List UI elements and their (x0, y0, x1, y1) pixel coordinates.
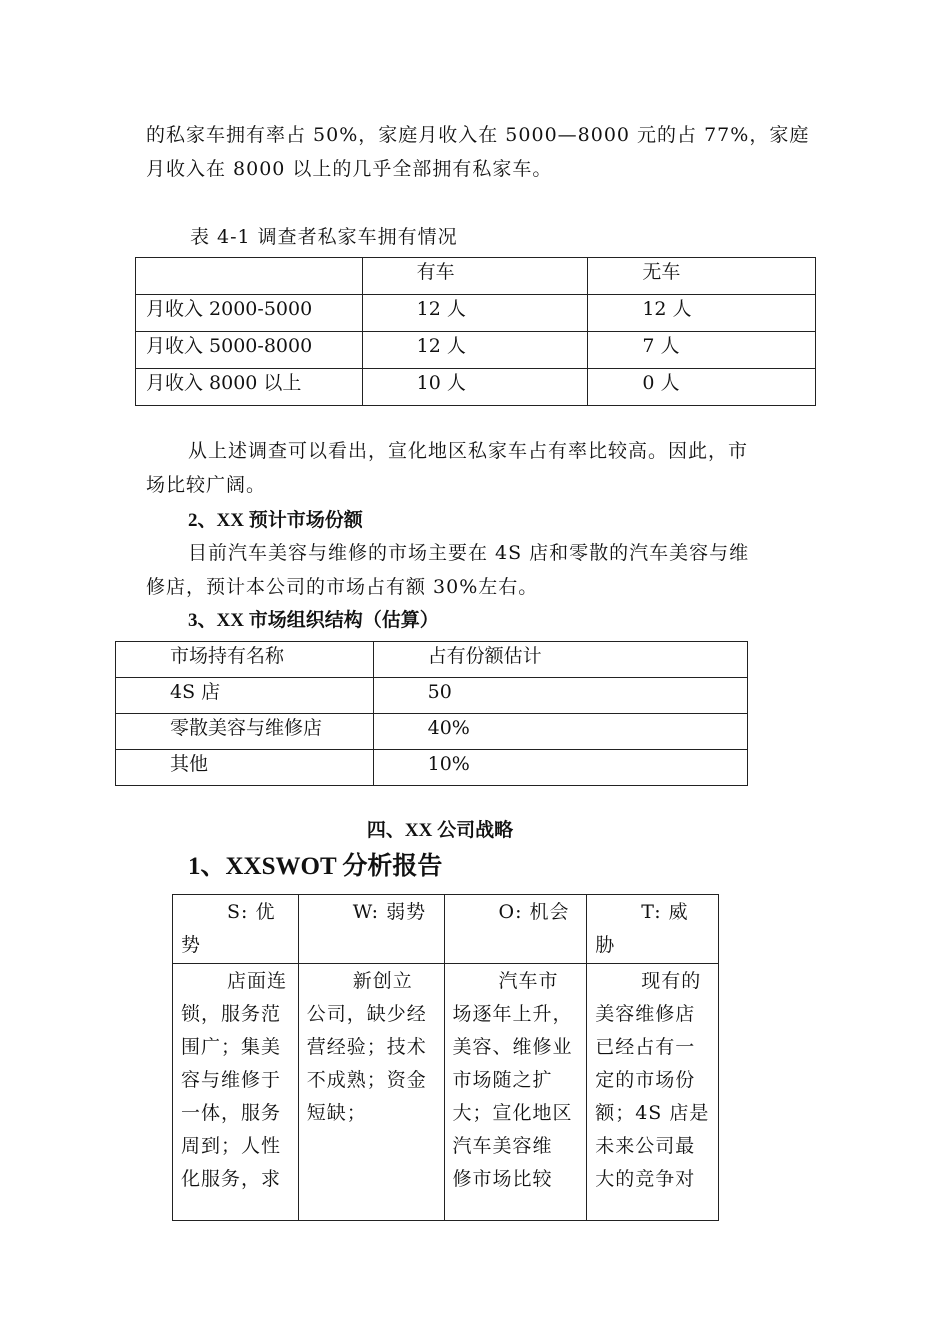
table2-cell: 其他 (116, 750, 374, 786)
table-row (116, 678, 748, 714)
table2-cell: 4S 店 (116, 678, 374, 714)
swot-header-strengths: S: 优 势 (173, 895, 299, 964)
swot-header-weaknesses: W: 弱势 (298, 895, 444, 964)
table-row (136, 295, 816, 332)
section2-line-1: 目前汽车美容与维修的市场主要在 4S 店和零散的汽车美容与维 (188, 542, 750, 564)
swot-header-threats: T: 威 胁 (587, 895, 719, 964)
section2-paragraph (146, 536, 810, 604)
swot-weaknesses-cell: 新创立 公司，缺少经 营经验；技术 不成熟；资金 短缺； (298, 964, 444, 1221)
table1-cell: 月收入 5000-8000 (136, 332, 363, 369)
market-structure-table (115, 641, 748, 786)
swot-header-opportunities: O: 机会 (444, 895, 587, 964)
swot-header-row (173, 895, 719, 964)
intro-line-1: 的私家车拥有率占 50%，家庭月收入在 5000—8000 元的占 77%，家庭 (146, 124, 810, 146)
swot-threats-cell: 现有的 美容维修店 已经占有一 定的市场份 额；4S 店是 未来公司最 大的竞争对 (587, 964, 719, 1221)
table2-header-cell: 占有份额估计 (373, 642, 747, 678)
table1-cell: 12 人 (362, 332, 588, 369)
table2-cell: 50 (373, 678, 747, 714)
table2-cell: 零散美容与维修店 (116, 714, 374, 750)
conclusion-paragraph (146, 434, 810, 502)
table1-header-row (136, 258, 816, 295)
conclusion-line-1: 从上述调查可以看出，宣化地区私家车占有率比较高。因此，市 (188, 440, 749, 462)
intro-line-2: 月收入在 8000 以上的几乎全部拥有私家车。 (146, 158, 553, 180)
table2-cell: 10% (373, 750, 747, 786)
chapter4-heading: 四、XX 公司战略 (366, 820, 514, 841)
conclusion-line-2: 场比较广阔。 (146, 474, 267, 496)
table1-caption: 表 4-1 调查者私家车拥有情况 (190, 226, 458, 248)
table2-cell: 40% (373, 714, 747, 750)
swot-subheading: 1、XXSWOT 分析报告 (188, 853, 443, 880)
table1-cell: 月收入 8000 以上 (136, 369, 363, 406)
table1-header-cell: 无车 (588, 258, 816, 295)
table-row (136, 332, 816, 369)
swot-strengths-cell: 店面连 锁，服务范 围广；集美 容与维修于 一体，服务 周到；人性 化服务，求 (173, 964, 299, 1221)
swot-content-row (173, 964, 719, 1221)
table2-header-row (116, 642, 748, 678)
table-row (116, 714, 748, 750)
section2-line-2: 修店，预计本公司的市场占有额 30%左右。 (146, 576, 539, 598)
table1-cell: 12 人 (362, 295, 588, 332)
table1-cell: 月收入 2000-5000 (136, 295, 363, 332)
table2-header-cell: 市场持有名称 (116, 642, 374, 678)
section3-heading: 3、XX 市场组织结构（估算） (188, 610, 439, 631)
table-row (136, 369, 816, 406)
table1-cell: 12 人 (588, 295, 816, 332)
table1 (135, 257, 816, 406)
table-row (116, 750, 748, 786)
table1-header-cell (136, 258, 363, 295)
swot-table (172, 894, 719, 1221)
table1-cell: 0 人 (588, 369, 816, 406)
table1-cell: 7 人 (588, 332, 816, 369)
section2-heading: 2、XX 预计市场份额 (188, 510, 363, 531)
swot-opportunities-cell: 汽车市 场逐年上升， 美容、维修业 市场随之扩 大；宣化地区 汽车美容维 修市场比较 (444, 964, 587, 1221)
table1-cell: 10 人 (362, 369, 588, 406)
table1-header-cell: 有车 (362, 258, 588, 295)
intro-paragraph (146, 118, 810, 186)
